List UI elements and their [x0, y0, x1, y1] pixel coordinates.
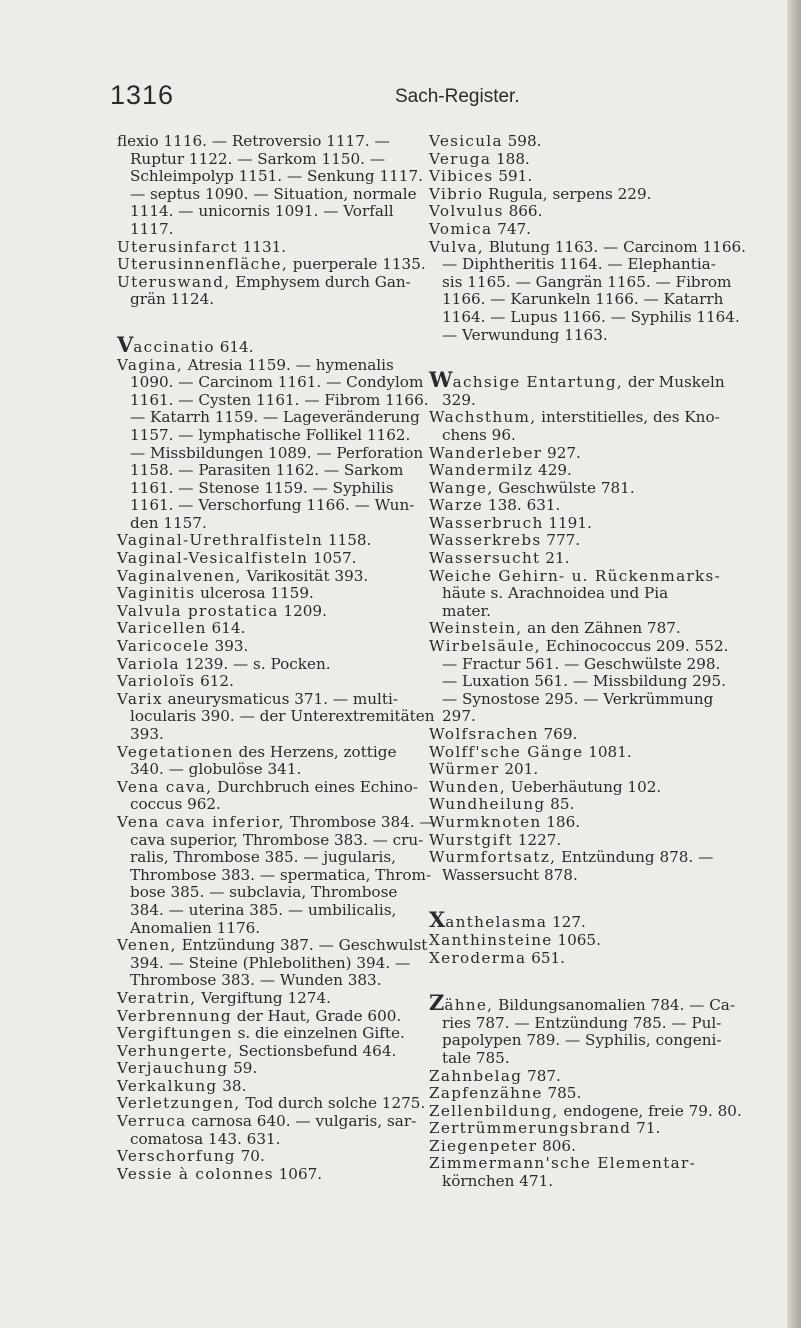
index-entry [429, 726, 789, 744]
index-entry [429, 203, 789, 221]
index-headword: Wurmfortsatz, [429, 848, 557, 867]
index-entry-line: Verruca carnosa 640. — vulgaris, sar- [117, 1112, 417, 1131]
index-entry [117, 1043, 407, 1061]
index-entry [429, 832, 789, 850]
index-entry-line: Wachsthum, interstitielles, des Kno- [429, 408, 720, 427]
index-entry-line: tale 785. [442, 1048, 510, 1067]
index-entry [429, 221, 789, 239]
index-entry-line: — Verwundung 1163. [442, 325, 608, 344]
index-entry [117, 585, 407, 603]
index-entry-line: ralis, Thrombose 385. — jugularis, [130, 848, 396, 867]
index-entry [117, 532, 407, 550]
index-entry [117, 331, 407, 357]
index-entry-line [429, 1154, 696, 1172]
index-entry-line: Weinstein, an den Zähnen 787. [429, 619, 681, 638]
index-entry-line: 1161. — Stenose 1159. — Syphilis [130, 478, 394, 497]
index-entry [117, 355, 429, 533]
index-entry-line: 340. — globulöse 341. [130, 760, 302, 779]
index-entry-line: bose 385. — subclavia, Thrombose [130, 883, 398, 902]
index-headword: Weiche Gehirn- u. Rückenmarks- [429, 566, 722, 585]
section-initial: W [429, 367, 453, 393]
index-headword: Warze [429, 496, 484, 515]
index-headword: Würmer [429, 760, 500, 779]
index-entry [429, 638, 789, 726]
index-headword: Vergiftungen [117, 1024, 233, 1043]
index-headword: Vibrio [429, 184, 484, 203]
index-entry-line: Wunden, Ueberhäutung 102. [429, 777, 662, 796]
page-edge [787, 0, 801, 1328]
index-entry-line: Ziegenpeter 806. [429, 1136, 576, 1155]
index-entry [429, 620, 789, 638]
index-headword: Zahnbelag [429, 1066, 523, 1085]
index-entry-line: 1161. — Verschorfung 1166. — Wun- [130, 496, 415, 515]
index-entry-line: Würmer 201. [429, 760, 539, 779]
index-headword: Varix [117, 689, 163, 708]
index-headword: Vena cava inferior, [117, 812, 285, 831]
index-headword: Zellenbildung, [429, 1101, 559, 1120]
index-headword: Uterusinfarct [117, 237, 238, 256]
index-entry-line: Verbrennung der Haut, Grade 600. [117, 1006, 402, 1025]
index-entry-line: Wurmknoten 186. [429, 812, 581, 831]
index-entry-line: Wundheilung 85. [429, 795, 575, 814]
index-entry [429, 1155, 789, 1190]
index-headword: Wirbelsäule, [429, 637, 541, 656]
index-entry-line: Vessie à colonnes 1067. [117, 1164, 323, 1183]
index-entry-line: 393. [130, 725, 164, 743]
index-entry-line: — Missbildungen 1089. — Perforation [130, 443, 424, 462]
index-entry-line: ries 787. — Entzündung 785. — Pul- [442, 1013, 722, 1032]
index-entry [429, 367, 789, 409]
index-entry-line: locularis 390. — der Unterextremitäten [130, 707, 435, 726]
index-entry-line: Uteruswand, Emphysem durch Gan- [117, 272, 411, 291]
index-headword: Varicocele [117, 637, 210, 656]
index-entry-line: Wolfsrachen 769. [429, 725, 578, 743]
index-headword: Verbrennung [117, 1006, 232, 1025]
index-entry-line: häute s. Arachnoidea und Pia [442, 584, 669, 603]
index-headword: Wurstgift [429, 830, 513, 849]
index-entry-line: Venen, Entzündung 387. — Geschwulst [117, 936, 428, 955]
index-entry-line: Vegetationen des Herzens, zottige [117, 742, 397, 761]
index-headword: Vomica [429, 219, 493, 238]
index-entry-line: Vaginalvenen, Varikosität 393. [117, 566, 369, 585]
index-entry-line: — Katarrh 1159. — Lageveränderung [130, 408, 420, 427]
index-entry-line: sis 1165. — Gangrän 1165. — Fibrom [442, 272, 732, 291]
index-entry-line: Wassersucht 878. [442, 865, 578, 884]
index-headword: Vagina, [117, 355, 183, 374]
index-entry-line: Warze 138. 631. [429, 496, 561, 515]
index-entry-line: Wachsige Entartung, der Muskeln [429, 367, 725, 393]
index-entry [429, 445, 789, 463]
index-entry-line: Veratrin, Vergiftung 1274. [117, 988, 331, 1007]
index-entry [117, 1148, 407, 1166]
index-entry-line: 329. [442, 390, 476, 409]
index-entry [429, 462, 789, 480]
index-headword: Wunden, [429, 777, 506, 796]
index-entry [117, 990, 407, 1008]
index-entry [429, 907, 789, 933]
index-entry-line: 1161. — Cysten 1161. — Fibrom 1166. [130, 390, 429, 409]
index-entry-line: Ruptur 1122. — Sarkom 1150. — [130, 149, 386, 168]
index-entry-line: Verkalkung 38. [117, 1076, 247, 1095]
index-entry [117, 638, 407, 656]
index-entry [117, 673, 407, 691]
index-entry [429, 532, 789, 550]
index-entry [429, 497, 789, 515]
index-entry-line: Wasserbruch 1191. [429, 513, 592, 532]
index-entry-line: Vomica 747. [429, 219, 531, 238]
index-entry-line: 394. — Steine (Phlebolithen) 394. — [130, 953, 411, 972]
index-headword: Weinstein, [429, 619, 523, 638]
index-entry-line: Anomalien 1176. [130, 918, 261, 937]
index-entry-line: Wirbelsäule, Echinococcus 209. 552. [429, 637, 729, 656]
index-entry [429, 814, 789, 832]
index-headword: Wolff'sche Gänge [429, 742, 584, 761]
index-entry-line: Vaccinatio 614. [117, 331, 254, 357]
index-entry-line: 1166. — Karunkeln 1166. — Katarrh [442, 290, 724, 309]
index-entry-line: Vaginal-Vesicalfisteln 1057. [117, 549, 357, 568]
section-initial: Z [429, 990, 445, 1016]
index-entry [429, 409, 789, 444]
index-entry-line: Valvula prostatica 1209. [117, 601, 327, 620]
index-entry [117, 689, 435, 744]
index-headword: Veruga [429, 149, 492, 168]
index-entry [429, 1085, 789, 1103]
index-entry [117, 255, 426, 274]
index-entry-line: Vaginitis ulcerosa 1159. [117, 584, 314, 603]
index-headword: Wasserbruch [429, 513, 544, 532]
index-headword: Ziegenpeter [429, 1136, 538, 1155]
index-entry-line: 1117. [130, 219, 174, 238]
index-entry [429, 168, 789, 186]
index-entry-line: comatosa 143. 631. [130, 1129, 281, 1148]
index-entry-line: Thrombose 383. — spermatica, Throm- [130, 865, 432, 884]
index-entry [429, 796, 789, 814]
index-entry-line: Zahnbelag 787. [429, 1066, 561, 1085]
index-entry-line: 1158. — Parasiten 1162. — Sarkom [130, 461, 404, 480]
index-entry-line: Wanderleber 927. [429, 443, 581, 462]
index-entry-line: Thrombose 383. — Wunden 383. [130, 971, 382, 990]
index-entry-line: 1157. — lymphatische Follikel 1162. [130, 425, 411, 444]
index-entry [117, 744, 407, 779]
index-entry [429, 186, 789, 204]
index-entry [429, 990, 789, 1067]
index-entry [429, 950, 789, 968]
index-entry-line: Varicocele 393. [117, 637, 249, 656]
index-entry [429, 568, 789, 621]
index-entry-line: Xanthinsteine 1065. [429, 930, 601, 949]
index-entry-line: Verletzungen, Tod durch solche 1275. [117, 1094, 426, 1113]
index-headword: Zertrümmerungsbrand [429, 1119, 632, 1138]
index-entry-line: Veruga 188. [429, 149, 530, 168]
index-headword: Verletzungen, [117, 1094, 241, 1113]
index-entry-line: Varicellen 614. [117, 619, 246, 638]
index-entry-line: Vulva, Blutung 1163. — Carcinom 1166. [429, 237, 747, 256]
index-entry [429, 761, 789, 779]
running-title: Sach-Register. [395, 86, 520, 107]
index-entry [117, 620, 407, 638]
index-entry-line: Uterusinfarct 1131. [117, 237, 287, 256]
index-entry [429, 550, 789, 568]
index-entry-line: Zertrümmerungsbrand 71. [429, 1119, 661, 1138]
index-headword: Verschorfung [117, 1147, 236, 1166]
index-headword: Wange, [429, 478, 494, 497]
index-entry [429, 849, 789, 884]
index-headword: Vulva, [429, 237, 484, 256]
index-headword: Wolfsrachen [429, 725, 539, 743]
index-entry-line: Volvulus 866. [429, 202, 543, 221]
index-entry [117, 777, 418, 814]
index-entry-line: Wandermilz 429. [429, 461, 572, 480]
index-headword: Venen, [117, 936, 177, 955]
index-entry-line: Zapfenzähne 785. [429, 1084, 582, 1103]
index-entry-line: Zähne, Bildungsanomalien 784. — Ca- [429, 990, 735, 1016]
index-headword: Vaginalvenen, [117, 566, 242, 585]
index-headword: Vaccinatio [117, 331, 215, 357]
index-entry-line: coccus 962. [130, 795, 221, 814]
index-entry [429, 151, 789, 169]
index-entry-line: mater. [442, 601, 491, 620]
index-entry-line: Varix aneurysmaticus 371. — multi- [117, 689, 398, 708]
index-headword: Vegetationen [117, 742, 234, 761]
index-headword: Wundheilung [429, 795, 546, 814]
index-entry-line: — Synostose 295. — Verkrümmung [442, 689, 714, 708]
index-headword: Wachsige Entartung, [429, 367, 624, 393]
index-entry-line: 1114. — unicornis 1091. — Vorfall [130, 202, 394, 221]
index-entry-line: Wolff'sche Gänge 1081. [429, 742, 632, 761]
index-entry [429, 239, 789, 345]
index-entry-line [429, 567, 721, 585]
index-headword: Vaginal-Vesicalfisteln [117, 549, 309, 568]
index-headword: Valvula prostatica [117, 601, 279, 620]
index-entry-line: Uterusinnenfläche, puerperale 1135. [117, 255, 426, 274]
index-headword: Vaginitis [117, 584, 196, 603]
index-entry-line: Wassersucht 21. [429, 549, 570, 568]
index-entry-line: papolypen 789. — Syphilis, congeni- [442, 1031, 722, 1050]
index-entry-line: — Diphtheritis 1164. — Elephantia- [442, 255, 716, 274]
index-headword: Verhungerte, [117, 1041, 234, 1060]
index-entry [117, 132, 423, 239]
index-headword: Wandermilz [429, 461, 534, 480]
index-headword: Zähne, [429, 990, 494, 1016]
index-entry-line: Vibices 591. [429, 167, 533, 186]
index-headword: Vesicula [429, 132, 503, 150]
index-entry [117, 550, 407, 568]
index-headword: Veratrin, [117, 988, 197, 1007]
index-entry-line: Vena cava inferior, Thrombose 384. — [117, 812, 435, 831]
index-entry-line: 297. [442, 707, 476, 726]
index-entry-line: Vagina, Atresia 1159. — hymenalis [117, 355, 394, 374]
index-entry [117, 1166, 407, 1184]
index-entry [429, 515, 789, 533]
index-headword: Variola [117, 654, 180, 673]
index-headword: Wanderleber [429, 443, 543, 462]
index-headword: Wassersucht [429, 549, 541, 568]
index-entry-line: 1090. — Carcinom 1161. — Condylom [130, 373, 424, 392]
index-entry-line: Verjauchung 59. [117, 1059, 258, 1078]
index-entry [429, 480, 789, 498]
index-entry-line: Verschorfung 70. [117, 1147, 265, 1166]
index-entry-line: Wange, Geschwülste 781. [429, 478, 635, 497]
index-entry [117, 1025, 407, 1043]
index-entry [117, 1060, 407, 1078]
index-entry [429, 1068, 789, 1086]
index-entry [429, 1103, 789, 1121]
index-headword: Xanthinsteine [429, 930, 553, 949]
index-entry [117, 812, 435, 937]
index-entry [429, 1120, 789, 1138]
index-headword: Vibices [429, 167, 494, 186]
index-headword: Verruca [117, 1112, 187, 1131]
index-entry-line: 1164. — Lupus 1166. — Syphilis 1164. [442, 307, 740, 326]
index-entry-line: Variola 1239. — s. Pocken. [117, 654, 331, 673]
index-entry-line: Xanthelasma 127. [429, 907, 586, 933]
index-entry [429, 133, 789, 151]
index-entry [429, 1138, 789, 1156]
index-entry-line: Xeroderma 651. [429, 948, 565, 967]
index-headword: Xeroderma [429, 948, 527, 967]
index-headword: Vessie à colonnes [117, 1164, 274, 1183]
section-initial: X [429, 907, 446, 933]
index-headword: Uterusinnenfläche, [117, 255, 288, 274]
index-entry [117, 1008, 407, 1026]
index-entry-line: Wurmfortsatz, Entzündung 878. — [429, 848, 714, 867]
index-entry [429, 744, 789, 762]
index-entry [117, 936, 428, 990]
index-entry-line: Vaginal-Urethralfisteln 1158. [117, 531, 372, 550]
index-entry-line: Varioloïs 612. [117, 672, 234, 691]
index-entry [429, 932, 789, 950]
index-entry-line: den 1157. [130, 513, 207, 532]
index-headword: Uteruswand, [117, 272, 231, 291]
index-column-right [429, 133, 789, 1191]
index-entry-line: grän 1124. [130, 290, 215, 309]
index-headword: Zimmermann'sche Elementar- [429, 1154, 697, 1173]
index-headword: Wachsthum, [429, 408, 537, 427]
index-headword: Vena cava, [117, 777, 213, 796]
index-entry-line: — septus 1090. — Situation, normale [130, 184, 417, 203]
index-headword: Wurmknoten [429, 812, 542, 831]
index-entry [117, 656, 407, 674]
index-entry-line: Vena cava, Durchbruch eines Echino- [117, 777, 418, 796]
index-entry [117, 1094, 426, 1113]
index-entry-line: — Fractur 561. — Geschwülste 298. [442, 654, 721, 673]
section-initial: V [117, 331, 134, 357]
page-number: 1316 [110, 80, 175, 110]
index-entry-line: Vesicula 598. [429, 132, 542, 150]
index-entry-line: Vergiftungen s. die einzelnen Gifte. [117, 1024, 405, 1043]
index-headword: Varioloïs [117, 672, 196, 691]
index-entry [117, 568, 407, 586]
index-entry [117, 1112, 417, 1148]
index-headword: Verkalkung [117, 1076, 218, 1095]
index-headword: Wasserkrebs [429, 531, 542, 550]
index-headword: Volvulus [429, 202, 504, 221]
index-entry [117, 1078, 407, 1096]
index-entry-line: Zellenbildung, endogene, freie 79. 80. [429, 1101, 742, 1120]
index-entry-line: körnchen 471. [442, 1172, 554, 1191]
index-entry [117, 603, 407, 621]
index-entry-line: Wasserkrebs 777. [429, 531, 581, 550]
index-entry-line: Schleimpolyp 1151. — Senkung 1117. [130, 167, 423, 186]
index-headword: Vaginal-Urethralfisteln [117, 531, 324, 550]
index-entry [429, 779, 789, 797]
index-entry [117, 239, 407, 257]
index-entry-line: flexio 1116. — Retroversio 1117. — [117, 132, 390, 150]
index-entry-line: Vibrio Rugula, serpens 229. [429, 184, 652, 203]
index-entry-line: chens 96. [442, 425, 516, 444]
index-headword: Varicellen [117, 619, 207, 638]
index-headword: Verjauchung [117, 1059, 229, 1078]
index-entry-line: 384. — uterina 385. — umbilicalis, [130, 900, 397, 919]
index-headword: Zapfenzähne [429, 1084, 543, 1103]
index-entry-line: Verhungerte, Sectionsbefund 464. [117, 1041, 397, 1060]
index-headword: Xanthelasma [429, 907, 548, 933]
index-column-left [117, 132, 435, 1183]
index-entry-line: cava superior, Thrombose 383. — cru- [130, 830, 424, 849]
index-entry-line: Wurstgift 1227. [429, 830, 562, 849]
index-entry-line: — Luxation 561. — Missbildung 295. [442, 672, 726, 691]
index-entry [117, 272, 411, 309]
